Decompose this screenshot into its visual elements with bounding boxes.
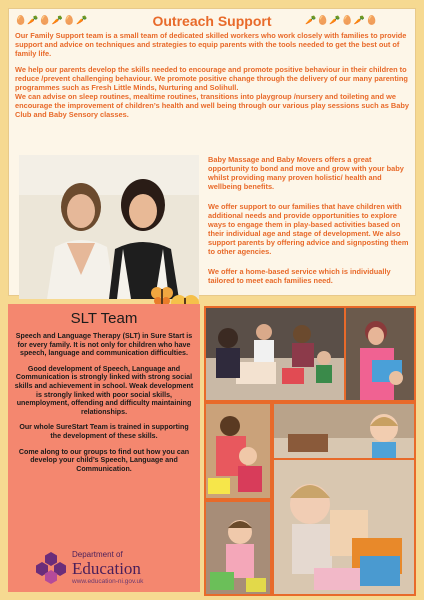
toddler-smiling-photo [272,402,416,460]
right-paragraph: We offer a home-based service which is individually tailored to meet each families need. [208,267,391,285]
intro-paragraph: We can advise on sleep routines, mealtime routines, transitions into playgroup /nursery and toileting and we encourage the improvement of children’s health and well being through our various play sessions such as Baby Club and Baby Sensory classes. [15,92,409,119]
department-of-education-logo [16,548,192,588]
baby-play-photo [204,500,272,596]
outreach-support-panel [8,8,416,296]
outreach-intro-text [15,31,409,126]
right-paragraph: We offer support to our families that have children with additional needs and provide opportunities to explore ways to engage them in play-based activities based on their individual age and stage of development. We also support parents by offering advice and signposting them to other agencies. [208,202,409,256]
group-play-photo [204,306,346,402]
logo-dept-text: Department of [72,550,123,559]
slt-paragraph: Good development of Speech, Language and Communication is strongly linked with strong social skills and achievement in school. Weak development is strongly linked with poor social skills, unemployment, offending and difficulty maintaining relationships. [14,364,194,416]
logo-url-text: www.education-ni.gov.uk [72,578,144,585]
easter-eggs-right-decoration: 🥕🥚🥕🥚🥕🥚 [305,15,379,25]
outreach-title: Outreach Support [152,13,272,29]
right-paragraph: Baby Massage and Baby Movers offers a great opportunity to bond and move and grow with your baby whilst providing many proven holistic/ health and wellbeing benefits. [208,155,404,191]
baby-toy-photo [204,402,272,500]
slt-paragraph: Our whole SureStart Team is trained in supporting the development of these skills. [19,423,189,440]
easter-eggs-left-decoration: 🥚🥕🥚🥕🥚🥕 [15,15,89,25]
logo-name-text: Education [72,559,141,578]
outreach-right-text [208,155,414,292]
slt-title: SLT Team [70,310,138,327]
slt-panel [8,304,200,592]
intro-paragraph: Our Family Support team is a small team of dedicated skilled workers who work closely with families to provide support and advice on techniques and strategies to equip parents with the tools needed to get the best out of family life. [15,31,407,58]
hexagon-logo-icon [34,550,68,586]
slt-text [14,332,194,480]
slt-paragraph: Speech and Language Therapy (SLT) in Sure Start is for every family. It is not only for children who have speech, language and communication difficulties. [15,332,193,358]
intro-paragraph: We help our parents develop the skills needed to encourage and promote positive behaviour in their children to reduce /prevent challenging behaviour. We promote positive change through the delivery of our many parenting programmes such as Fresh Little Minds, Nurturing and Solihull. [15,65,408,92]
slt-paragraph: Come along to our groups to find out how you can develop your child’s Speech, Language and Communication. [18,447,190,473]
reading-photo [344,306,416,402]
books-toddler-photo [272,458,416,596]
team-photo [19,155,199,299]
